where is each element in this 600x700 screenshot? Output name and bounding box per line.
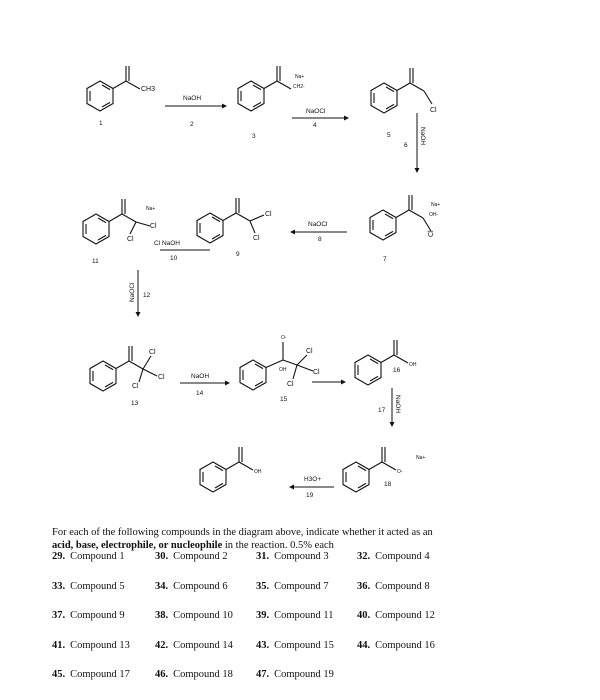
compound-5 [371,68,437,114]
arrow-6-number: 6 [404,142,408,149]
oh-label: OH [254,469,262,475]
question-item [155,640,256,670]
question-number: 45. [52,669,66,680]
cl-label: Cl [253,235,260,242]
question-text: Compound 18 [173,669,233,680]
question-text: Compound 16 [375,639,435,651]
question-number: 37. [52,610,66,621]
arrow-4-number: 4 [313,122,317,129]
question-number: 41. [52,639,66,651]
question-number: 30. [155,551,169,562]
question-item [155,610,256,640]
question-item [357,640,477,670]
arrow-10-number: 10 [170,255,178,262]
compound-16-number: 16 [393,367,401,374]
question-item [52,551,155,581]
compound-7 [370,195,440,240]
cl-label: Cl [265,211,272,218]
arrow-2 [165,104,227,109]
cl-label: Cl [313,369,320,376]
na-label: Na+ [416,455,426,461]
question-item [52,610,155,640]
arrow-14-reagent: NaOH [191,373,210,380]
o-minus-label: O- [281,335,287,341]
cl-label: Cl [127,236,134,243]
question-item [256,640,357,670]
question-number: 38. [155,610,169,621]
cl-label: Cl [428,230,435,237]
arrow-2-reagent: NaOH [183,95,202,102]
question-item [52,581,155,611]
compound-13-number: 13 [131,400,139,407]
arrow-8-reagent: NaOCl [308,221,328,228]
arrow-12-reagent: NaOCl [129,282,136,302]
arrow-8 [290,230,347,235]
question-text: Compound 7 [274,580,329,592]
instructions-line-1: For each of the following compounds in the diagram above, indicate whether it acted as an [52,527,433,538]
compound-9 [197,198,272,243]
arrow-19 [289,485,334,490]
question-number: 33. [52,580,66,592]
arrow-6 [415,113,420,173]
cl-label: Cl [150,223,157,230]
compound-15 [240,335,320,390]
compound-3 [238,66,305,111]
question-text: Compound 15 [274,639,334,651]
question-item [357,581,477,611]
compound-1 [87,66,155,111]
compound-7-number: 7 [383,256,387,263]
arrow-2-number: 2 [190,121,194,128]
question-item [155,581,256,611]
question-text: Compound 17 [70,669,130,680]
question-number: 46. [155,669,169,680]
oh-label: OH- [429,212,439,218]
question-item [256,581,357,611]
cl-label: Cl [158,374,165,381]
arrow-19-number: 19 [306,492,314,499]
compound-9-number: 9 [236,251,240,258]
arrow-15-16 [312,380,346,385]
question-number: 39. [256,610,270,621]
cl-label: Cl [287,381,294,388]
ch3-label: CH3 [141,86,156,93]
compound-15-number: 15 [280,396,288,403]
question-text: Compound 13 [70,639,130,651]
question-number: 29. [52,551,66,562]
arrow-6-reagent: NaOH [419,127,426,146]
arrow-4-reagent: NaOCl [306,108,326,115]
question-grid [52,551,592,699]
question-number: 44. [357,639,371,651]
arrow-14 [180,381,230,386]
ch2-label: CH2- [293,84,305,90]
question-text: Compound 4 [375,551,430,562]
question-item [357,610,477,640]
question-item [256,551,357,581]
question-number: 36. [357,580,371,592]
oh-label: OH [279,367,287,373]
question-item [52,640,155,670]
question-number: 32. [357,551,371,562]
instructions [52,526,582,552]
question-number: 35. [256,580,270,592]
compound-16 [355,340,417,385]
arrow-14-number: 14 [196,390,204,397]
arrow-12-number: 12 [143,292,151,299]
question-item [52,669,155,699]
o-minus-label: O- [397,469,403,475]
arrow-8-number: 8 [318,236,322,243]
question-text: Compound 19 [274,669,334,680]
arrow-17-reagent: NaOH [394,395,401,414]
cl-label: Cl [306,348,313,355]
instructions-rest: in the reaction. 0.5% each [222,540,334,551]
question-number: 43. [256,639,270,651]
arrow-12 [136,270,141,317]
compound-5-number: 5 [387,132,391,139]
question-item [155,669,256,699]
question-text: Compound 5 [70,580,125,592]
question-text: Compound 3 [274,551,329,562]
question-text: Compound 8 [375,580,430,592]
question-number: 42. [155,639,169,651]
benzoic-acid-product [200,447,262,492]
question-number: 31. [256,551,270,562]
cl-label: Cl [430,107,437,114]
question-text: Compound 12 [375,610,435,621]
compound-11 [83,199,157,244]
question-item [256,669,357,699]
oh-label: OH [409,362,417,368]
compound-18-number: 18 [384,481,392,488]
question-number: 40. [357,610,371,621]
question-number: 47. [256,669,270,680]
question-text: Compound 11 [274,610,334,621]
question-text: Compound 14 [173,639,233,651]
na-label: Na+ [146,206,156,212]
question-text: Compound 9 [70,610,125,621]
instructions-bold: acid, base, electrophile, or nucleophile [52,540,223,551]
arrow-19-reagent: H3O+ [304,476,322,483]
question-text: Compound 10 [173,610,233,621]
question-item [155,551,256,581]
compound-13 [90,346,165,391]
arrow-17 [390,388,395,427]
question-number: 34. [155,580,169,592]
cl-label: Cl [149,349,156,356]
na-label: Na+ [295,74,305,80]
compound-11-number: 11 [92,258,99,265]
compound-3-number: 3 [252,133,256,140]
question-text: Compound 1 [70,551,125,562]
question-item [256,610,357,640]
question-text: Compound 6 [173,580,228,592]
question-text: Compound 2 [173,551,228,562]
compound-1-number: 1 [99,120,103,127]
na-label: Na+ [431,202,441,208]
arrow-17-number: 17 [378,407,386,414]
arrow-10-reagent: Cl NaOH [154,240,181,247]
question-item [357,551,477,581]
arrow-4 [292,116,349,121]
cl-label: Cl [132,383,139,390]
